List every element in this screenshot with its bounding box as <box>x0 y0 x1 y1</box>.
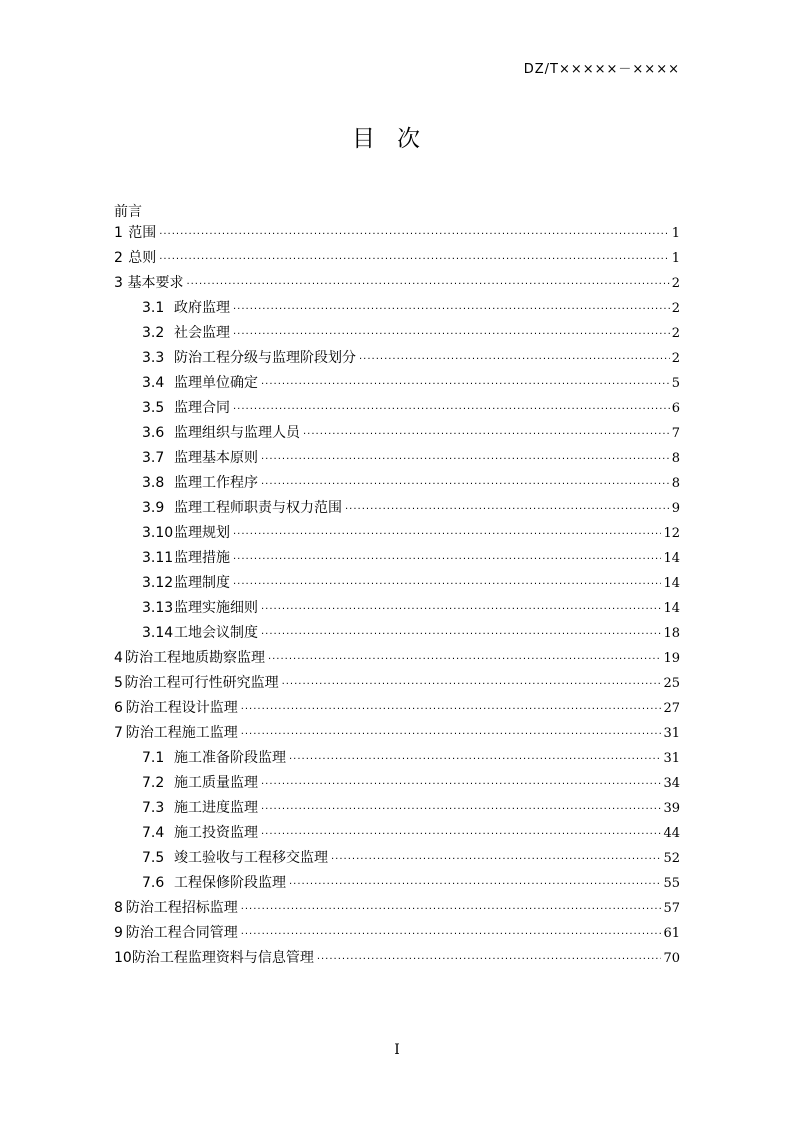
toc-entry-label: 基本要求 <box>127 275 184 291</box>
toc-entry-label: 防治工程招标监理 <box>125 900 238 916</box>
toc-entry[interactable] <box>114 747 680 772</box>
toc-entry[interactable] <box>114 472 680 497</box>
toc-entry[interactable] <box>114 622 680 647</box>
toc-entry-page: 7 <box>671 426 680 441</box>
toc-entry-label: 监理制度 <box>174 575 230 591</box>
toc-entry[interactable] <box>114 347 680 372</box>
dot-leader <box>331 854 661 865</box>
toc-entry[interactable] <box>114 647 680 672</box>
toc-entry-label: 防治工程分级与监理阶段划分 <box>174 350 356 366</box>
toc-entry-page: 31 <box>663 726 680 741</box>
toc-entry[interactable] <box>114 497 680 522</box>
toc-entry-page: 55 <box>663 876 680 891</box>
toc-entry-number: 3 <box>114 275 123 291</box>
toc-entry-label: 防治工程监理资料与信息管理 <box>131 950 314 966</box>
toc-entry[interactable] <box>114 697 680 722</box>
toc-entry-number: 5 <box>114 675 123 691</box>
toc-entry-number: 3.3 <box>142 350 165 366</box>
toc-entry-page: 25 <box>663 676 680 691</box>
dot-leader <box>261 604 661 615</box>
dot-leader <box>261 379 670 390</box>
toc-entry-label: 监理工作程序 <box>174 475 258 491</box>
toc-entry-number: 3.10 <box>142 525 174 541</box>
dot-leader <box>159 229 670 240</box>
toc-entry-number: 2 <box>114 250 123 266</box>
dot-leader <box>233 404 670 415</box>
dot-leader <box>233 554 661 565</box>
toc-entry-number: 3.5 <box>142 400 165 416</box>
dot-leader <box>241 704 662 715</box>
toc-entry-label: 监理实施细则 <box>174 600 258 616</box>
toc-entry-number: 7.2 <box>142 775 165 791</box>
toc-entry-label: 防治工程可行性研究监理 <box>124 675 279 691</box>
toc-entry[interactable] <box>114 322 680 347</box>
toc-entry-label: 监理合同 <box>174 400 230 416</box>
toc-entry-number: 3.13 <box>142 600 174 616</box>
toc-entry-label: 总则 <box>128 250 157 266</box>
dot-leader <box>241 729 662 740</box>
toc-entry-number: 7.3 <box>142 800 165 816</box>
toc-entry-page: 12 <box>663 526 680 541</box>
toc-entry-page: 31 <box>663 751 680 766</box>
toc-entry-label: 监理工程师职责与权力范围 <box>174 500 342 516</box>
toc-entry[interactable] <box>114 297 680 322</box>
document-code: DZ/T×××××－×××× <box>523 62 680 77</box>
toc-entry-page: 5 <box>671 376 680 391</box>
toc-entry[interactable] <box>114 572 680 597</box>
dot-leader <box>233 529 661 540</box>
toc-entry[interactable] <box>114 797 680 822</box>
toc-entry[interactable] <box>114 397 680 422</box>
dot-leader <box>317 954 662 965</box>
toc-entry-label: 监理规划 <box>174 525 230 541</box>
toc-entry-number: 7.5 <box>142 850 165 866</box>
dot-leader <box>186 279 669 290</box>
dot-leader <box>289 754 661 765</box>
toc-entry-page: 6 <box>671 401 680 416</box>
toc-entry-page: 14 <box>663 551 680 566</box>
toc-entry-label: 施工准备阶段监理 <box>174 750 286 766</box>
dot-leader <box>159 254 670 265</box>
toc-entry-page: 9 <box>671 501 680 516</box>
toc-entry-page: 44 <box>663 826 680 841</box>
dot-leader <box>233 304 670 315</box>
toc-entry[interactable] <box>114 247 680 272</box>
toc-entry-page: 14 <box>663 576 680 591</box>
dot-leader <box>241 904 662 915</box>
toc-entry[interactable] <box>114 847 680 872</box>
toc-entry-label: 社会监理 <box>174 325 230 341</box>
toc-entry[interactable] <box>114 597 680 622</box>
toc-entry-page: 57 <box>663 901 680 916</box>
dot-leader <box>241 929 662 940</box>
toc-entry[interactable] <box>114 222 680 247</box>
dot-leader <box>261 829 661 840</box>
toc-entry-label: 工地会议制度 <box>174 625 258 641</box>
toc-entry-number: 3.4 <box>142 375 165 391</box>
toc-entry-page: 2 <box>671 351 680 366</box>
toc-entry-page: 52 <box>663 851 680 866</box>
toc-entry-number: 3.8 <box>142 475 165 491</box>
toc-entry-number: 3.9 <box>142 500 165 516</box>
toc-entry-label: 施工质量监理 <box>174 775 258 791</box>
toc-entry-number: 7.6 <box>142 875 165 891</box>
toc-entry[interactable] <box>114 872 680 897</box>
dot-leader <box>233 329 670 340</box>
page-number: I <box>394 1042 400 1058</box>
toc-entry-label: 防治工程施工监理 <box>125 725 238 741</box>
table-of-contents <box>114 222 680 972</box>
toc-entry-label: 工程保修阶段监理 <box>174 875 286 891</box>
dot-leader <box>261 479 670 490</box>
toc-entry-label: 施工投资监理 <box>174 825 258 841</box>
dot-leader <box>233 579 661 590</box>
toc-entry-page: 19 <box>663 651 680 666</box>
toc-entry-label: 范围 <box>128 225 157 241</box>
toc-entry-label: 防治工程设计监理 <box>125 700 238 716</box>
toc-entry-number: 3.14 <box>142 625 174 641</box>
toc-entry-page: 8 <box>671 476 680 491</box>
toc-entry[interactable] <box>114 772 680 797</box>
toc-entry-label: 监理措施 <box>174 550 230 566</box>
toc-entry[interactable] <box>114 922 680 947</box>
toc-entry[interactable] <box>114 547 680 572</box>
dot-leader <box>282 679 662 690</box>
toc-entry-number: 8 <box>114 900 123 916</box>
toc-entry-page: 14 <box>663 601 680 616</box>
toc-entry-number: 7.4 <box>142 825 165 841</box>
dot-leader <box>261 454 670 465</box>
toc-entry-number: 4 <box>114 650 123 666</box>
toc-entry[interactable] <box>114 897 680 922</box>
toc-entry[interactable] <box>114 272 680 297</box>
toc-entry-label: 监理基本原则 <box>174 450 258 466</box>
dot-leader <box>289 879 661 890</box>
toc-entry-number: 3.1 <box>142 300 165 316</box>
dot-leader <box>268 654 662 665</box>
toc-entry-number: 7 <box>114 725 123 741</box>
toc-entry-page: 2 <box>671 326 680 341</box>
toc-entry-page: 39 <box>663 801 680 816</box>
toc-entry[interactable] <box>114 422 680 447</box>
toc-entry[interactable] <box>114 722 680 747</box>
toc-entry-number: 3.11 <box>142 550 174 566</box>
dot-leader <box>359 354 670 365</box>
toc-entry-page: 8 <box>671 451 680 466</box>
toc-entry[interactable] <box>114 822 680 847</box>
toc-entry-label: 防治工程地质勘察监理 <box>124 650 265 666</box>
toc-entry-label: 防治工程合同管理 <box>125 925 238 941</box>
toc-entry-number: 3.7 <box>142 450 165 466</box>
toc-entry-label: 施工进度监理 <box>174 800 258 816</box>
toc-entry-number: 3.2 <box>142 325 165 341</box>
toc-entry[interactable] <box>114 447 680 472</box>
dot-leader <box>261 629 661 640</box>
toc-entry-number: 3.6 <box>142 425 165 441</box>
toc-entry-page: 61 <box>663 926 680 941</box>
toc-entry[interactable] <box>114 947 680 972</box>
toc-entry-number: 6 <box>114 700 123 716</box>
toc-entry-label: 监理单位确定 <box>174 375 258 391</box>
toc-entry-page: 1 <box>671 251 680 266</box>
toc-entry-number: 3.12 <box>142 575 174 591</box>
toc-entry-page: 18 <box>663 626 680 641</box>
toc-entry-number: 1 <box>114 225 123 241</box>
toc-entry-page: 27 <box>663 701 680 716</box>
toc-entry[interactable] <box>114 522 680 547</box>
dot-leader <box>261 804 661 815</box>
toc-entry[interactable] <box>114 672 680 697</box>
toc-entry-page: 34 <box>663 776 680 791</box>
toc-foreword[interactable]: 前言 <box>114 204 142 220</box>
toc-entry-number: 7.1 <box>142 750 165 766</box>
toc-entry-label: 监理组织与监理人员 <box>174 425 300 441</box>
toc-entry-number: 9 <box>114 925 123 941</box>
dot-leader <box>261 779 661 790</box>
toc-entry-label: 竣工验收与工程移交监理 <box>174 850 328 866</box>
toc-entry-page: 70 <box>663 951 680 966</box>
toc-entry-page: 1 <box>671 226 680 241</box>
toc-entry[interactable] <box>114 372 680 397</box>
toc-entry-number: 10 <box>114 950 132 966</box>
dot-leader <box>303 429 670 440</box>
toc-entry-page: 2 <box>671 276 680 291</box>
toc-entry-label: 政府监理 <box>174 300 230 316</box>
page-title: 目次 <box>352 126 442 152</box>
toc-entry-page: 2 <box>671 301 680 316</box>
dot-leader <box>345 504 670 515</box>
